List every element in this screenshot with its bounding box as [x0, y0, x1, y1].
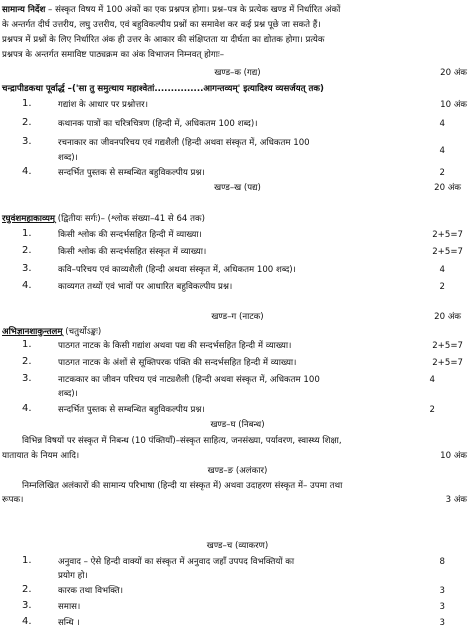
item-marks: 2+5=7 — [432, 230, 463, 240]
item-number: 4. — [22, 403, 32, 414]
section-ka-marks: 20 अंक — [440, 68, 467, 78]
item-text-cont: प्रयोग हो। — [58, 571, 88, 581]
item-text: नाटककार का जीवन परिचय एवं नाट्यशैली (हिन्दी अथवा संस्कृत में, अधिकतम 100 — [58, 375, 320, 385]
section-ga-book: अभिज्ञानशाकुन्तलम् — [2, 327, 63, 337]
item-marks: 3 — [439, 602, 445, 612]
item-text: कथानक पात्रों का चरित्रचित्रण (हिन्दी में, अधिकतम 100 शब्द)। — [58, 119, 258, 129]
item-number: 4. — [22, 280, 32, 291]
intro-line-4: प्रश्नपत्र के अन्तर्गत समाविष्ट पाठ्यक्रम का अंक विभाजन निम्नवत् होगाः– — [2, 50, 225, 60]
item-marks: 2 — [439, 168, 445, 178]
item-marks: 4 — [439, 119, 445, 129]
item-number: 4. — [22, 616, 32, 627]
item-text: समास। — [58, 602, 81, 612]
section-ga-marks: 20 अंक — [434, 312, 461, 322]
section-nga-line-1: निम्नलिखित अलंकारों की सामान्य परिभाषा (हिन्दी या संस्कृत में) अथवा उदाहरण संस्कृत में– उपमा तथा — [22, 481, 343, 491]
item-number: 1. — [22, 555, 32, 566]
item-number: 3. — [22, 263, 32, 274]
section-nga-line-2: रूपक। — [2, 495, 24, 505]
item-text: सन्दर्भित पुस्तक से सम्बन्धित बहुविकल्पीय प्रश्न। — [58, 405, 205, 415]
item-number: 4. — [22, 166, 32, 177]
item-marks: 2 — [429, 405, 435, 415]
item-number: 2. — [22, 584, 32, 595]
item-text: पाठगत नाटक के किसी गद्यांश अथवा पद्य की सन्दर्भसहित हिन्दी में व्याख्या। — [58, 341, 292, 351]
item-number: 2. — [22, 117, 32, 128]
item-number: 2. — [22, 356, 32, 367]
item-number: 1. — [22, 228, 32, 239]
section-ka-subtitle: चन्द्रापीडकथा पूर्वार्द्ध –('सा तु समुत्थाय महाश्वेतां...............आगन्तव्यम्' इत्यादिश्य व्यसर्जयत् तक) — [2, 84, 324, 94]
section-nga-marks: 3 अंक — [445, 495, 467, 505]
item-number: 3. — [22, 136, 32, 147]
item-marks: 4 — [439, 146, 445, 156]
item-marks: 2 — [439, 282, 445, 292]
section-cha-heading: खण्ड–च (व्याकरण) — [206, 541, 269, 551]
item-number: 1. — [22, 98, 32, 109]
item-number: 1. — [22, 339, 32, 350]
item-number: 3. — [22, 600, 32, 611]
item-text-cont: शब्द)। — [58, 153, 78, 163]
intro-label: सामान्य निर्देश — [2, 5, 46, 15]
item-text: कारक तथा विभक्ति। — [58, 586, 124, 596]
item-text: किसी श्लोक की सन्दर्भसहित संस्कृत में व्याख्या। — [58, 247, 207, 257]
item-text-cont: शब्द)। — [58, 389, 78, 399]
section-gha-marks: 10 अंक — [440, 451, 467, 461]
section-ga-subtitle — [2, 327, 101, 338]
item-text: रचनाकार का जीवनपरिचय एवं गद्यशैली (हिन्दी अथवा संस्कृत में, अधिकतम 100 — [58, 138, 310, 148]
item-marks: 2+5=7 — [432, 358, 463, 368]
item-text: कवि–परिचय एवं काव्यशैली (हिन्दी अथवा संस्कृत में, अधिकतम 100 शब्द)। — [58, 265, 296, 275]
item-text: पाठगत नाटक के अंशों से सूक्तिपरक पंक्ति की सन्दर्भसहित हिन्दी में व्याख्या। — [58, 358, 297, 368]
section-kha-book: रघुवंशमहाकाव्यम् — [2, 214, 56, 224]
item-marks: 10 अंक — [440, 100, 467, 110]
item-text: किसी श्लोक की सन्दर्भसहित हिन्दी में व्याख्या। — [58, 230, 202, 240]
section-kha-heading: खण्ड–ख (पद्य) — [214, 183, 261, 193]
item-marks: 8 — [439, 557, 445, 567]
item-marks: 4 — [429, 375, 435, 385]
item-text: गद्यांश के आधार पर प्रश्नोत्तर। — [58, 100, 148, 110]
item-marks: 3 — [439, 618, 445, 628]
section-kha-subtitle — [2, 214, 205, 225]
item-marks: 3 — [439, 586, 445, 596]
section-gha-heading: खण्ड–घ (निबन्ध) — [210, 420, 265, 430]
intro-line-2: के अन्तर्गत दीर्घ उत्तरीय, लघु उत्तरीय, एवं बहुविकल्पीय प्रश्नों का समावेश कर कई प्रश्न पूछे जा सकते हैं। — [2, 20, 321, 30]
section-ga-act: (चतुर्थोऽङ्कः) — [62, 327, 102, 337]
section-gha-line-2: यातायात के नियम आदि। — [2, 451, 80, 461]
item-text: सन्धि । — [58, 618, 80, 628]
item-marks: 2+5=7 — [432, 247, 463, 257]
item-text: काव्यगत तथ्यों एवं भावों पर आधारित बहुविकल्पीय प्रश्न। — [58, 282, 233, 292]
item-text: अनुवाद – ऐसे हिन्दी वाक्यों का संस्कृत में अनुवाद जहाँ उपपद विभक्तियों का — [58, 557, 295, 567]
section-ga-heading: खण्ड–ग (नाटक) — [211, 312, 264, 322]
item-marks: 2+5=7 — [432, 341, 463, 351]
intro-text-1: – संस्कृत विषय में 100 अंकों का एक प्रश्नपत्र होगा। प्रश्न–पत्र के प्रत्येक खण्ड में निर्धारित अंकों — [45, 5, 341, 15]
intro-line-3: प्रश्नपत्र में प्रश्नों के लिए निर्धारित अंक ही उत्तर के आकार की संक्षिप्तता या दीर्घता का द्योतक होगा। प्रत्येक — [2, 35, 325, 45]
item-number: 2. — [22, 245, 32, 256]
section-gha-line-1: विभिन्न विषयों पर संस्कृत में निबन्ध (10 पंक्तियाँ)–संस्कृत साहित्य, जनसंख्या, पर्यावरण, स्वास्थ्य शिक्षा, — [22, 436, 342, 446]
section-kha-marks: 20 अंक — [434, 183, 461, 193]
intro-line-1 — [2, 5, 340, 16]
item-text: सन्दर्भित पुस्तक से सम्बन्धित बहुविकल्पीय प्रश्न। — [58, 168, 205, 178]
section-nga-heading: खण्ड–ङ (अलंकार) — [207, 466, 268, 476]
item-number: 3. — [22, 373, 32, 384]
section-ka-heading: खण्ड–क (गद्य) — [214, 68, 261, 78]
section-kha-range: (द्वितीयः सर्गः)– (श्लोक संख्या–41 से 64 तक) — [55, 214, 205, 224]
item-marks: 4 — [439, 265, 445, 275]
